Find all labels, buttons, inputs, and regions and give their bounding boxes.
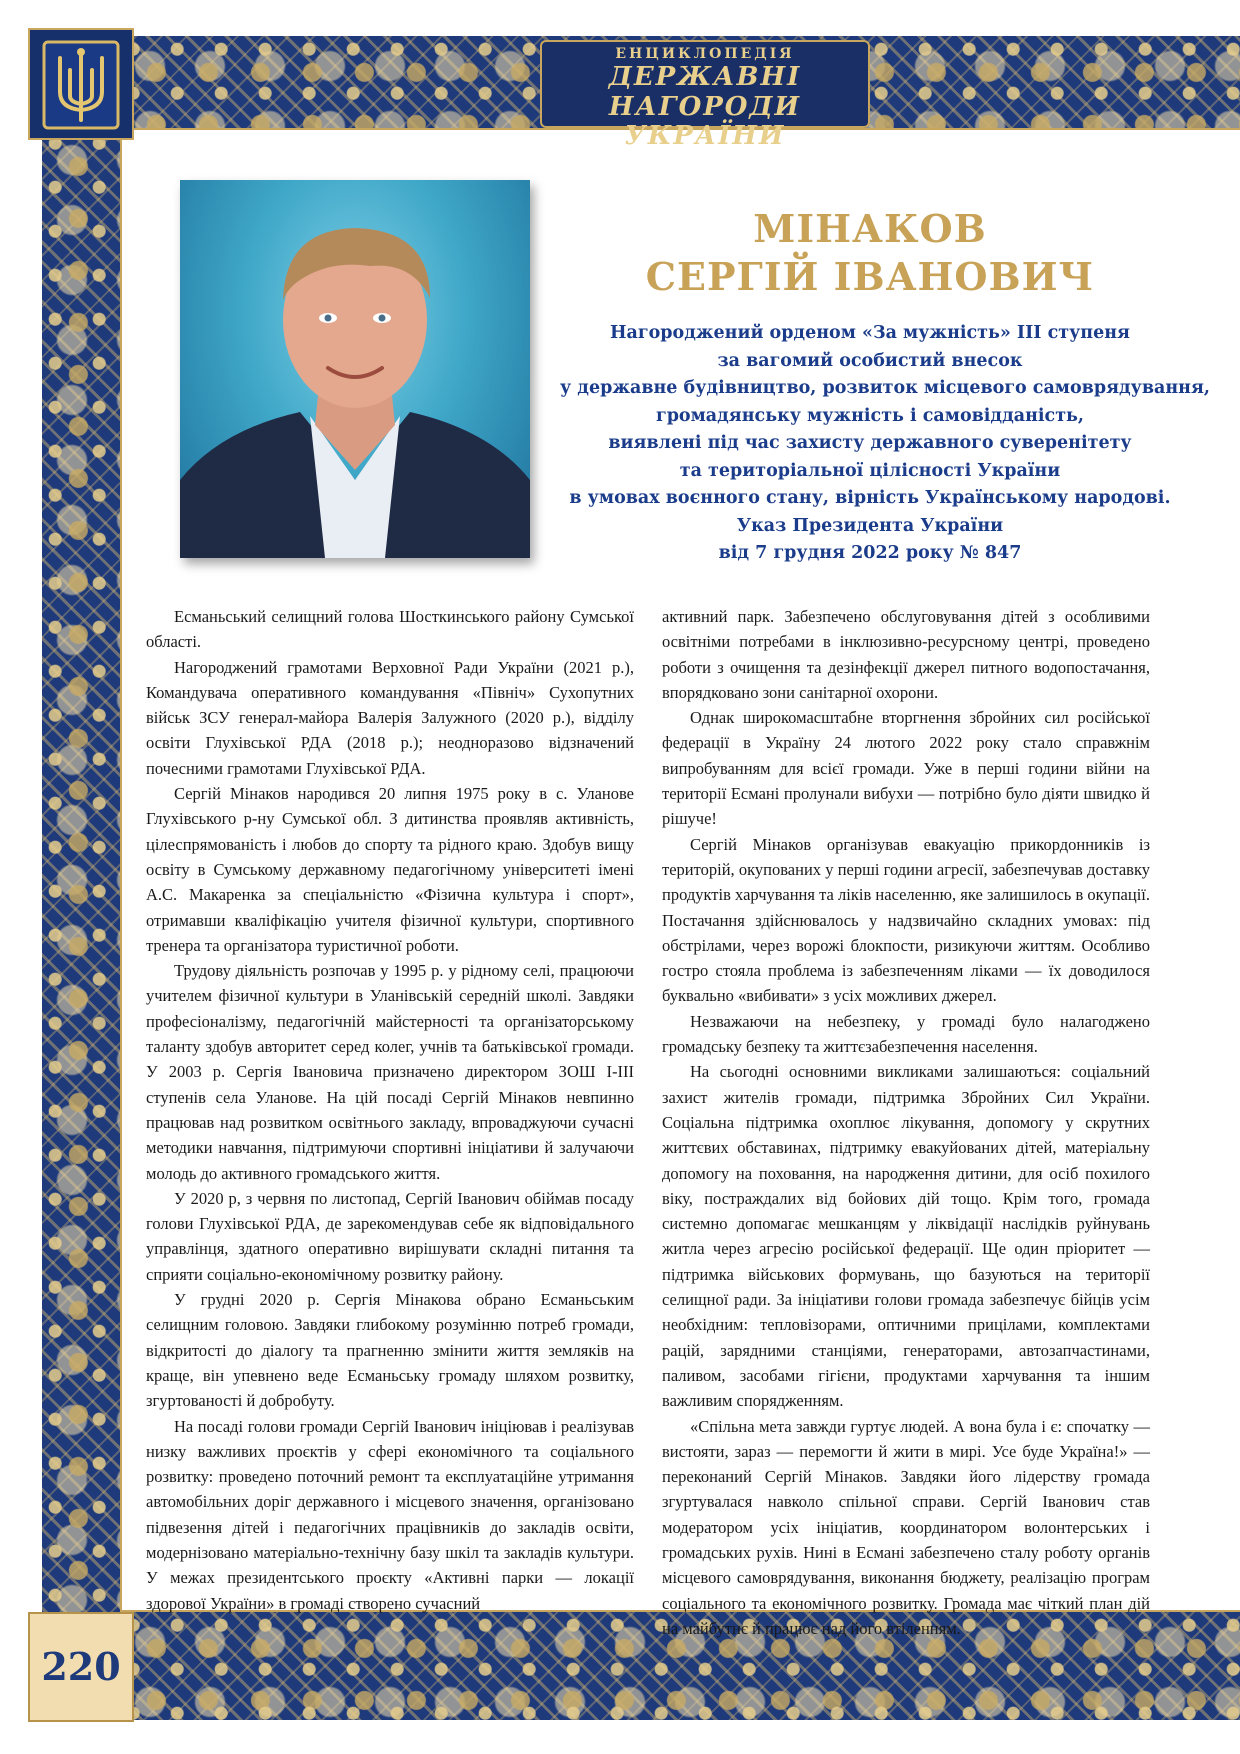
award-line: Указ Президента України	[736, 515, 1004, 536]
award-line: у державне будівництво, розвиток місцевого самоврядування,	[560, 378, 1211, 398]
coat-of-arms	[28, 28, 134, 140]
paragraph: Незважаючи на небезпеку, у громаді було налагоджено громадську безпеку та життєзабезпечення населення.	[662, 1011, 1150, 1057]
award-line: та територіальної цілісності України	[679, 460, 1061, 481]
trident-icon	[30, 30, 132, 138]
portrait-photo	[180, 180, 530, 558]
paragraph: Сергій Мінаков організував евакуацію прикордонників із територій, окупованих у перші години агресії, забезпечував доставку продуктів харчування та ліків населенню, яке залишилось в окупації. Постачання здійснювалось у надзвичайно складних умовах: під обстрілами, через ворожі блокпости, ризикуючи життям. Особливо гостро стояла проблема із забезпеченням ліками — їх доводилося буквально «вибивати» з усіх можливих джерел.	[662, 834, 1150, 1006]
paragraph: Есманьський селищний голова Шосткинського району Сумської області.	[146, 607, 634, 652]
award-line: від 7 грудня 2022 року № 847	[718, 543, 1022, 563]
paragraph: Однак широкомасштабне вторгнення збройних сил російської федерації в Україну 24 лютого 2022 року стало справжнім випробуванням для всієї громади. Уже в перші години війни на території Есмані пролунали вибухи — потрібно було діяти швидко й рішуче!	[662, 708, 1150, 829]
left-text-column	[146, 604, 634, 1616]
encyclopedia-header	[540, 40, 870, 151]
paragraph: Трудову діяльність розпочав у 1995 р. у рідному селі, працюючи учителем фізичної культури в Уланівській середній школі. Завдяки професіоналізму, педагогічній майстерності та організаторському таланту здобув авторитет серед колег, учнів та батьківської громади. У 2003 р. Сергія Івановича призначено директором ЗОШ І-ІІІ ступенів села Уланове. На цій посаді Сергій Мінаков невпинно працював над розвитком освітнього закладу, впроваджуючи сучасні методики навчання, підтримуючи спортивні ініціативи й залучаючи молодь до активного громадського життя.	[146, 961, 634, 1183]
award-line: Нагороджений орденом «За мужність» ІІІ ступеня	[610, 323, 1130, 343]
page-number: 220	[41, 1644, 121, 1689]
person-name	[590, 205, 1150, 301]
award-line: громадянську мужність і самовідданість,	[655, 405, 1085, 426]
paragraph: На сьогодні основними викликами залишаються: соціальний захист жителів громади, підтримка Збройних Сил України. Соціальна підтримка охоплює лікування, допомогу у скрутних життєвих обставинах, підтримку евакуйованих дітей, матеріальну допомогу на поховання, на народження дитини, для осіб похилого віку, постраждалих від бойових дій тощо. Крім того, громада системно допомагає мешканцям у ліквідації наслідків руйнувань житла через агресію російської федерації. Ще один пріоритет — підтримка військових формувань, що базуються на території селищної ради. За ініціативи голови громада забезпечує бійців усім необхідним: тепловізорами, оптичними прицілами, комплектами рацій, зарядними станціями, генераторами, автозапчастинами, паливом, засобами гігієни, продуктами харчування та іншим важливим спорядженням.	[662, 1062, 1150, 1411]
paragraph: У грудні 2020 р. Сергія Мінакова обрано Есманьським селищним головою. Завдяки глибокому розумінню потреб громади, відкритості до діалогу та прагненню змінити життя земляків на краще, він упевнено веде Есманьську громаду шляхом розвитку, згуртованості й добробуту.	[146, 1290, 634, 1411]
paragraph-continued: активний парк. Забезпечено обслуговування дітей з особливими освітніми потребами в інклюзивно-ресурсному центрі, проведено роботи з очищення та дезінфекції джерел питного водопостачання, впорядковано зони санітарної охорони.	[662, 607, 1150, 702]
paragraph: Нагороджений грамотами Верховної Ради України (2021 р.), Командувача оперативного командування «Північ» Сухопутних військ ЗСУ генерал-майора Валерія Залужного (2020 р.), відділу освіти Глухівської РДА (2018 р.); неодноразово відзначений почесними грамотами Глухівської РДА.	[146, 657, 634, 778]
left-ornament-border	[42, 130, 122, 1630]
paragraph: «Спільна мета завжди гуртує людей. А вона була і є: спочатку — вистояти, зараз — перемогти й жити в мирі. Усе буде Україна!» — переконаний Сергій Мінаков. Завдяки його лідерству громада згуртувалася навколо спільної справи. Сергій Іванович став модератором усіх ініціатив, координатором волонтерських і громадських рухів. Нині в Есмані забезпечено сталу роботу органів місцевого самоврядування, виконання бюджету, реалізацію програм соціального та економічного розвитку. Громада має чіткий план дій на майбутнє й працює над його втіленням.	[662, 1416, 1150, 1638]
header-line-2: ДЕРЖАВНІ НАГОРОДИ	[608, 62, 802, 122]
award-statement	[560, 320, 1211, 568]
person-surname: МІНАКОВ	[753, 206, 987, 251]
header-line-3: УКРАЇНИ	[624, 121, 786, 151]
paragraph: На посаді голови громади Сергій Іванович ініціював і реалізував низку важливих проєктів у сфері економічного та соціального розвитку: проведено поточний ремонт та експлуатаційне утримання автомобільних доріг державного і місцевого значення, організовано підвезення дітей і педагогічних працівників до закладів освіти, модернізовано матеріально-технічну базу шкіл та закладів культури. У межах президентського проєкту «Активні парки — локації здорової України» в громаді створено сучасний	[146, 1416, 634, 1613]
paragraph: У 2020 р, з червня по листопад, Сергій Іванович обіймав посаду голови Глухівської РДА, де зарекомендував себе як відповідального управлінця, здатного оперативно вирішувати складні питання та сприяти соціально-економічному розвитку району.	[146, 1188, 634, 1284]
award-line: за вагомий особистий внесок	[717, 350, 1023, 371]
person-given-names: СЕРГІЙ ІВАНОВИЧ	[645, 254, 1095, 299]
header-line-1: ЕНЦИКЛОПЕДІЯ	[615, 46, 795, 62]
paragraph: Сергій Мінаков народився 20 липня 1975 року в с. Уланове Глухівського р-ну Сумської обл. З дитинства проявляв активність, цілеспрямованість і любов до спорту та рідного краю. Здобув вищу освіту в Сумському державному педагогічному університеті імені А.С. Макаренка за спеціальністю «Фізична культура і спорт», отримавши кваліфікацію учителя фізичної культури, спортивного тренера та організатора туристичної роботи.	[146, 784, 634, 955]
award-line: в умовах воєнного стану, вірність Українському народові.	[569, 488, 1171, 508]
right-text-column	[662, 604, 1150, 1641]
award-line: виявлені під час захисту державного суверенітету	[608, 433, 1132, 453]
page-number-box	[28, 1612, 134, 1722]
